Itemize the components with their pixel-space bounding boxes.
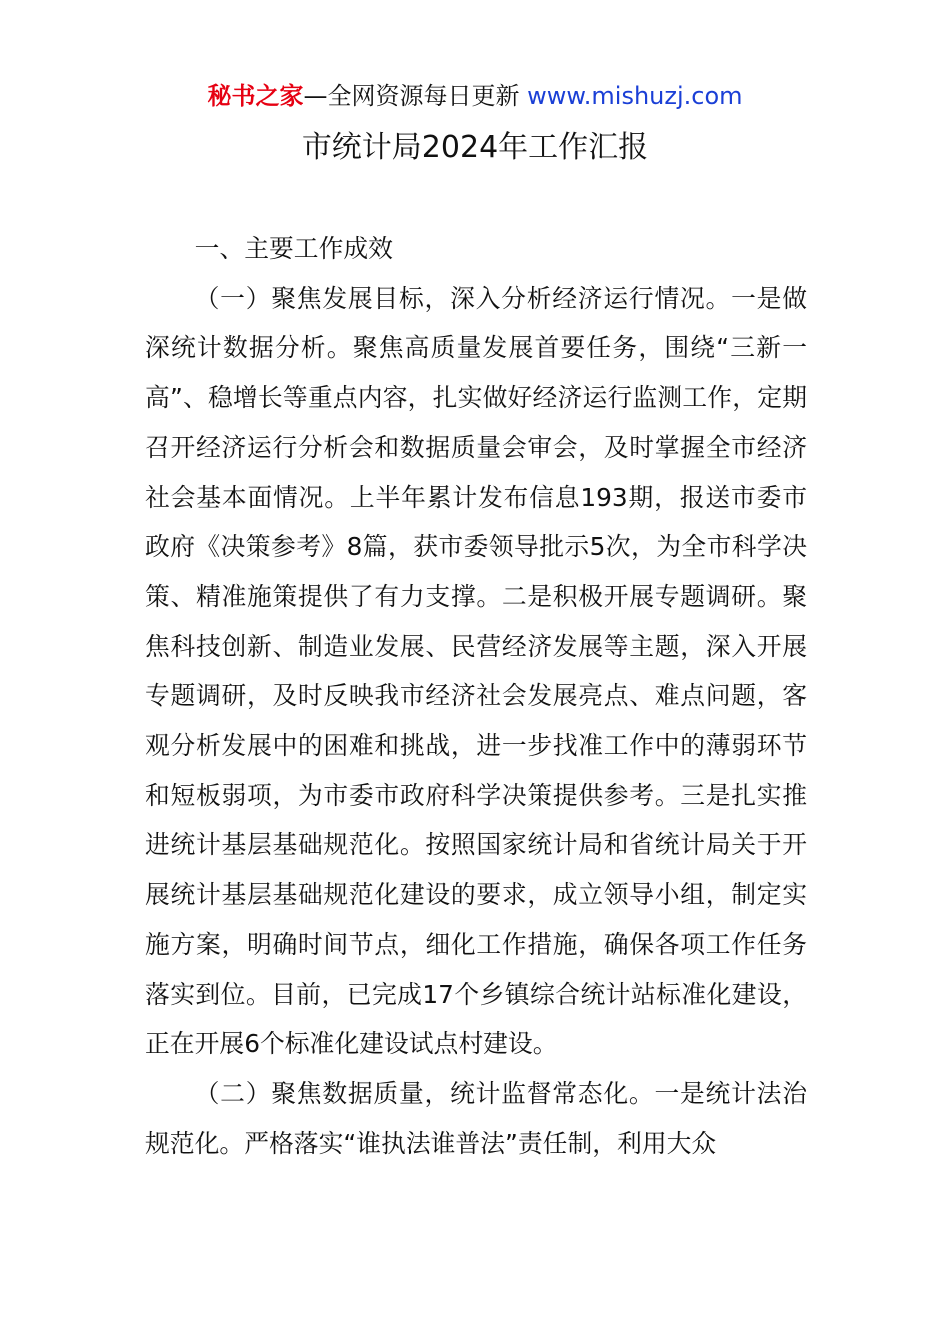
section-heading: 一、主要工作成效 [194,234,393,263]
body-paragraph: （一）聚焦发展目标，深入分析经济运行情况。一是做深统计数据分析。聚焦高质量发展首要任务，围绕“三新一高”、稳增长等重点内容，扎实做好经济运行监测工作，定期召开经济运行分析会和数据质量会审会，及时掌握全市经济社会基本面情况。上半年累计发布信息193期，报送市委市政府《决策参考》8篇，获市委领导批示5次，为全市科学决策、精准施策提供了有力支撑。二是积极开展专题调研。聚焦科技创新、制造业发展、民营经济发展等主题，深入开展专题调研，及时反映我市经济社会发展亮点、难点问题，客观分析发展中的困难和挑战，进一步找准工作中的薄弱环节和短板弱项，为市委市政府科学决策提供参考。三是扎实推进统计基层基础规范化。按照国家统计局和省统计局关于开展统计基层基础规范化建设的要求，成立领导小组，制定实施方案，明确时间节点，细化工作措施，确保各项工作任务落实到位。目前，已完成17个乡镇综合统计站标准化建设，正在开展6个标准化建设试点村建设。 [145,283,807,1059]
site-tagline: —全网资源每日更新 [303,82,520,110]
site-header [0,80,950,112]
site-url-link[interactable]: www.mishuzj.com [527,82,743,110]
document-title: 市统计局2024年工作汇报 [301,130,649,165]
body-paragraph: （二）聚焦数据质量，统计监督常态化。一是统计法治规范化。严格落实“谁执法谁普法”责任制，利用大众 [145,1078,807,1158]
document-body [145,224,807,1168]
site-brand: 秘书之家 [207,82,304,110]
